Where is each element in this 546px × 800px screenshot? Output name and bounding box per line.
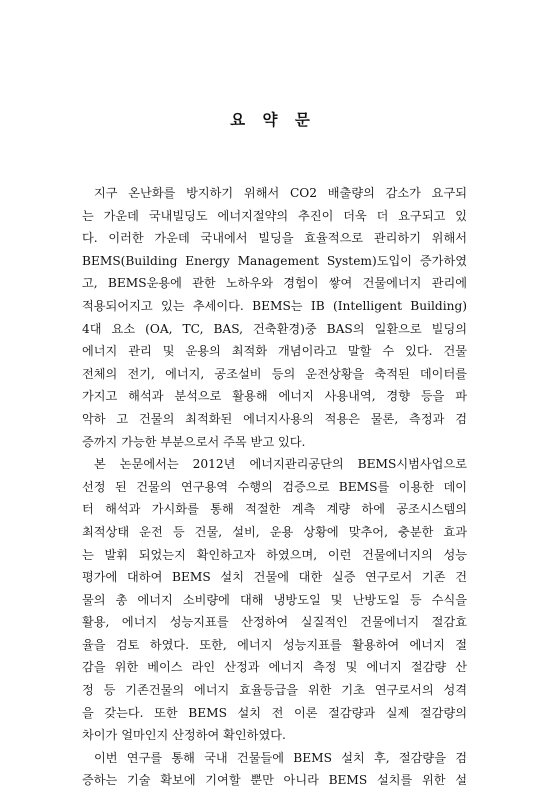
text-line: 증까지 가능한 부분으로서 주목 받고 있다. xyxy=(82,434,306,449)
text-line: 이번 연구를 통해 국내 건물들에 BEMS 설치 후, 절감량을 검 xyxy=(94,750,467,765)
text-line: 전체의 전기, 에너지, 공조설비 등의 운전상황을 축적된 데이터를 xyxy=(82,366,467,381)
text-line: 는 가운데 국내빌딩도 에너지절약의 추진이 더욱 더 요구되고 있 xyxy=(82,208,467,223)
text-line: BEMS(Building Energy Management System)도입이 증가하였 xyxy=(82,253,467,268)
abstract-body xyxy=(82,182,467,792)
text-line: 평가에 대하여 BEMS 설치 건물에 대한 실증 연구로서 기존 건 xyxy=(82,570,467,585)
text-line: 감을 위한 베이스 라인 산정과 에너지 측정 및 에너지 절감량 산 xyxy=(82,660,467,675)
text-line: 증하는 기술 확보에 기여할 뿐만 아니라 BEMS 설치를 위한 설 xyxy=(82,773,467,788)
text-line: 선정 된 건물의 연구용역 수행의 검증으로 BEMS를 이용한 데이 xyxy=(82,479,467,494)
text-line: 지구 온난화를 방지하기 위해서 CO2 배출량의 감소가 요구되 xyxy=(94,186,467,200)
text-line: 터 해석과 가시화를 통해 적절한 계측 계량 하에 공조시스템의 xyxy=(82,502,467,517)
abstract-title: 요 약 문 xyxy=(230,110,316,129)
paragraph-3 xyxy=(82,747,467,792)
text-line: 다. 이러한 가운데 국내에서 빌딩을 효율적으로 관리하기 위해서 xyxy=(82,231,467,246)
text-line: 율을 검토 하였다. 또한, 에너지 성능지표를 활용하여 에너지 절 xyxy=(82,637,467,652)
text-line: 차이가 얼마인지 산정하여 확인하였다. xyxy=(82,728,286,743)
paragraph-2 xyxy=(82,453,467,747)
text-line: 활용, 에너지 성능지표를 산정하여 실질적인 건물에너지 절감효 xyxy=(82,615,467,630)
paragraph-1 xyxy=(82,182,467,453)
text-line: 가지고 해석과 분석으로 활용해 에너지 사용내역, 경향 등을 파 xyxy=(82,389,467,404)
text-line: 는 발휘 되었는지 확인하고자 하였으며, 이런 건물에너지의 성능 xyxy=(82,547,467,562)
text-line: 고, BEMS운용에 관한 노하우와 경험이 쌓여 건물에너지 관리에 xyxy=(82,276,467,291)
text-line: 4대 요소 (OA, TC, BAS, 건축환경)중 BAS의 일환으로 빌딩의 xyxy=(82,321,467,336)
text-line: 본 논문에서는 2012년 에너지관리공단의 BEMS시범사업으로 xyxy=(94,457,467,472)
text-line: 최적상태 운전 등 건물, 설비, 운용 상황에 맞추어, 충분한 효과 xyxy=(82,524,467,539)
text-line: 을 갖는다. 또한 BEMS 설치 전 이론 절감량과 실제 절감량의 xyxy=(82,705,467,720)
text-line: 정 등 기존건물의 에너지 효율등급을 위한 기초 연구로서의 성격 xyxy=(82,683,467,698)
text-line: 악하 고 건물의 최적화된 에너지사용의 적용은 물론, 측정과 검 xyxy=(82,411,467,426)
text-line: 적용되어지고 있는 추세이다. BEMS는 IB (Intelligent Building) xyxy=(82,298,467,313)
text-line: 물의 총 에너지 소비량에 대해 냉방도일 및 난방도일 등 수식을 xyxy=(82,592,467,607)
text-line: 에너지 관리 및 운용의 최적화 개념이라고 말할 수 있다. 건물 xyxy=(82,344,467,359)
